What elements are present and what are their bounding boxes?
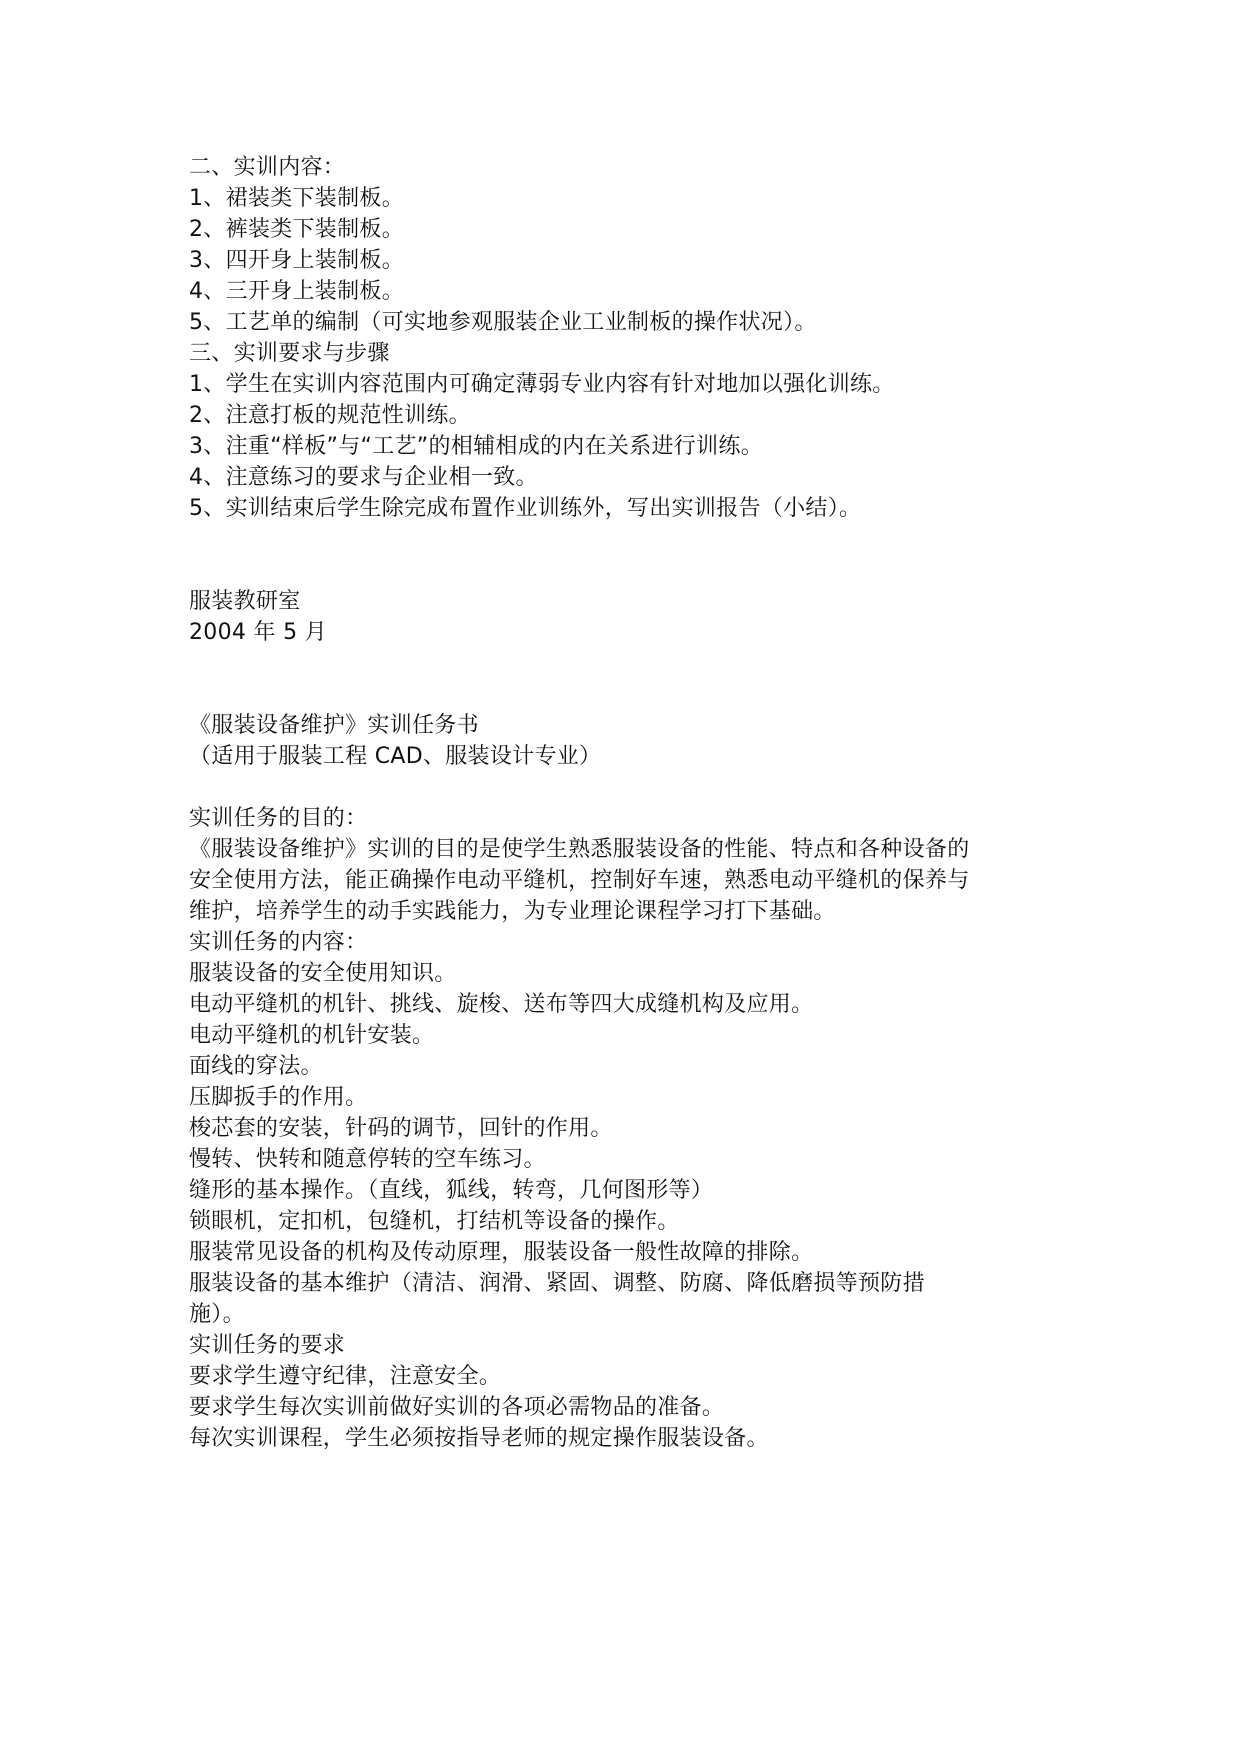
signature-department: 服装教研室 bbox=[189, 589, 301, 614]
spacer bbox=[189, 648, 1089, 710]
section-heading: 二、实训内容： bbox=[189, 155, 346, 180]
list-item: 5、实训结束后学生除完成布置作业训练外，写出实训报告（小结）。 bbox=[189, 496, 862, 521]
list-item: 每次实训课程，学生必须按指导老师的规定操作服装设备。 bbox=[189, 1426, 769, 1451]
section-heading: 实训任务的要求 bbox=[189, 1333, 346, 1358]
spacer bbox=[189, 772, 1089, 803]
paragraph-line: 《服装设备维护》实训的目的是使学生熟悉服装设备的性能、特点和各种设备的 bbox=[189, 837, 970, 862]
section-heading: 三、实训要求与步骤 bbox=[189, 341, 390, 366]
list-item: 4、注意练习的要求与企业相一致。 bbox=[189, 465, 538, 490]
document-body bbox=[189, 152, 1089, 1454]
section-heading: 实训任务的内容： bbox=[189, 930, 368, 955]
list-item: 5、工艺单的编制（可实地参观服装企业工业制板的操作状况）。 bbox=[189, 310, 817, 335]
list-item: 2、裤装类下装制板。 bbox=[189, 217, 404, 242]
list-item: 电动平缝机的机针安装。 bbox=[189, 1023, 435, 1048]
list-item: 2、注意打板的规范性训练。 bbox=[189, 403, 471, 428]
list-item: 面线的穿法。 bbox=[189, 1054, 323, 1079]
list-item: 施）。 bbox=[189, 1302, 245, 1327]
list-item: 要求学生遵守纪律，注意安全。 bbox=[189, 1364, 502, 1389]
signature-date: 2004 年 5 月 bbox=[189, 620, 327, 645]
paragraph-line: 安全使用方法，能正确操作电动平缝机，控制好车速，熟悉电动平缝机的保养与 bbox=[189, 868, 970, 893]
document-title: 《服装设备维护》实训任务书 bbox=[189, 713, 479, 738]
list-item: 3、四开身上装制板。 bbox=[189, 248, 404, 273]
list-item: 4、三开身上装制板。 bbox=[189, 279, 404, 304]
list-item: 压脚扳手的作用。 bbox=[189, 1085, 368, 1110]
paragraph-line: 维护，培养学生的动手实践能力，为专业理论课程学习打下基础。 bbox=[189, 899, 836, 924]
list-item: 1、裙装类下装制板。 bbox=[189, 186, 404, 211]
section-heading: 实训任务的目的： bbox=[189, 806, 368, 831]
list-item: 电动平缝机的机针、挑线、旋梭、送布等四大成缝机构及应用。 bbox=[189, 992, 814, 1017]
document-subtitle: （适用于服装工程 CAD、服装设计专业） bbox=[189, 744, 602, 769]
list-item: 缝形的基本操作。（直线，狐线，转弯，几何图形等） bbox=[189, 1178, 714, 1203]
list-item: 服装常见设备的机构及传动原理，服装设备一般性故障的排除。 bbox=[189, 1240, 814, 1265]
list-item: 锁眼机，定扣机，包缝机，打结机等设备的操作。 bbox=[189, 1209, 680, 1234]
list-item: 服装设备的安全使用知识。 bbox=[189, 961, 457, 986]
spacer bbox=[189, 524, 1089, 586]
list-item: 梭芯套的安装，针码的调节，回针的作用。 bbox=[189, 1116, 613, 1141]
list-item: 服装设备的基本维护（清洁、润滑、紧固、调整、防腐、降低磨损等预防措 bbox=[189, 1271, 925, 1296]
list-item: 3、注重“样板”与“工艺”的相辅相成的内在关系进行训练。 bbox=[189, 434, 763, 459]
list-item: 要求学生每次实训前做好实训的各项必需物品的准备。 bbox=[189, 1395, 725, 1420]
list-item: 慢转、快转和随意停转的空车练习。 bbox=[189, 1147, 546, 1172]
list-item: 1、学生在实训内容范围内可确定薄弱专业内容有针对地加以强化训练。 bbox=[189, 372, 895, 397]
